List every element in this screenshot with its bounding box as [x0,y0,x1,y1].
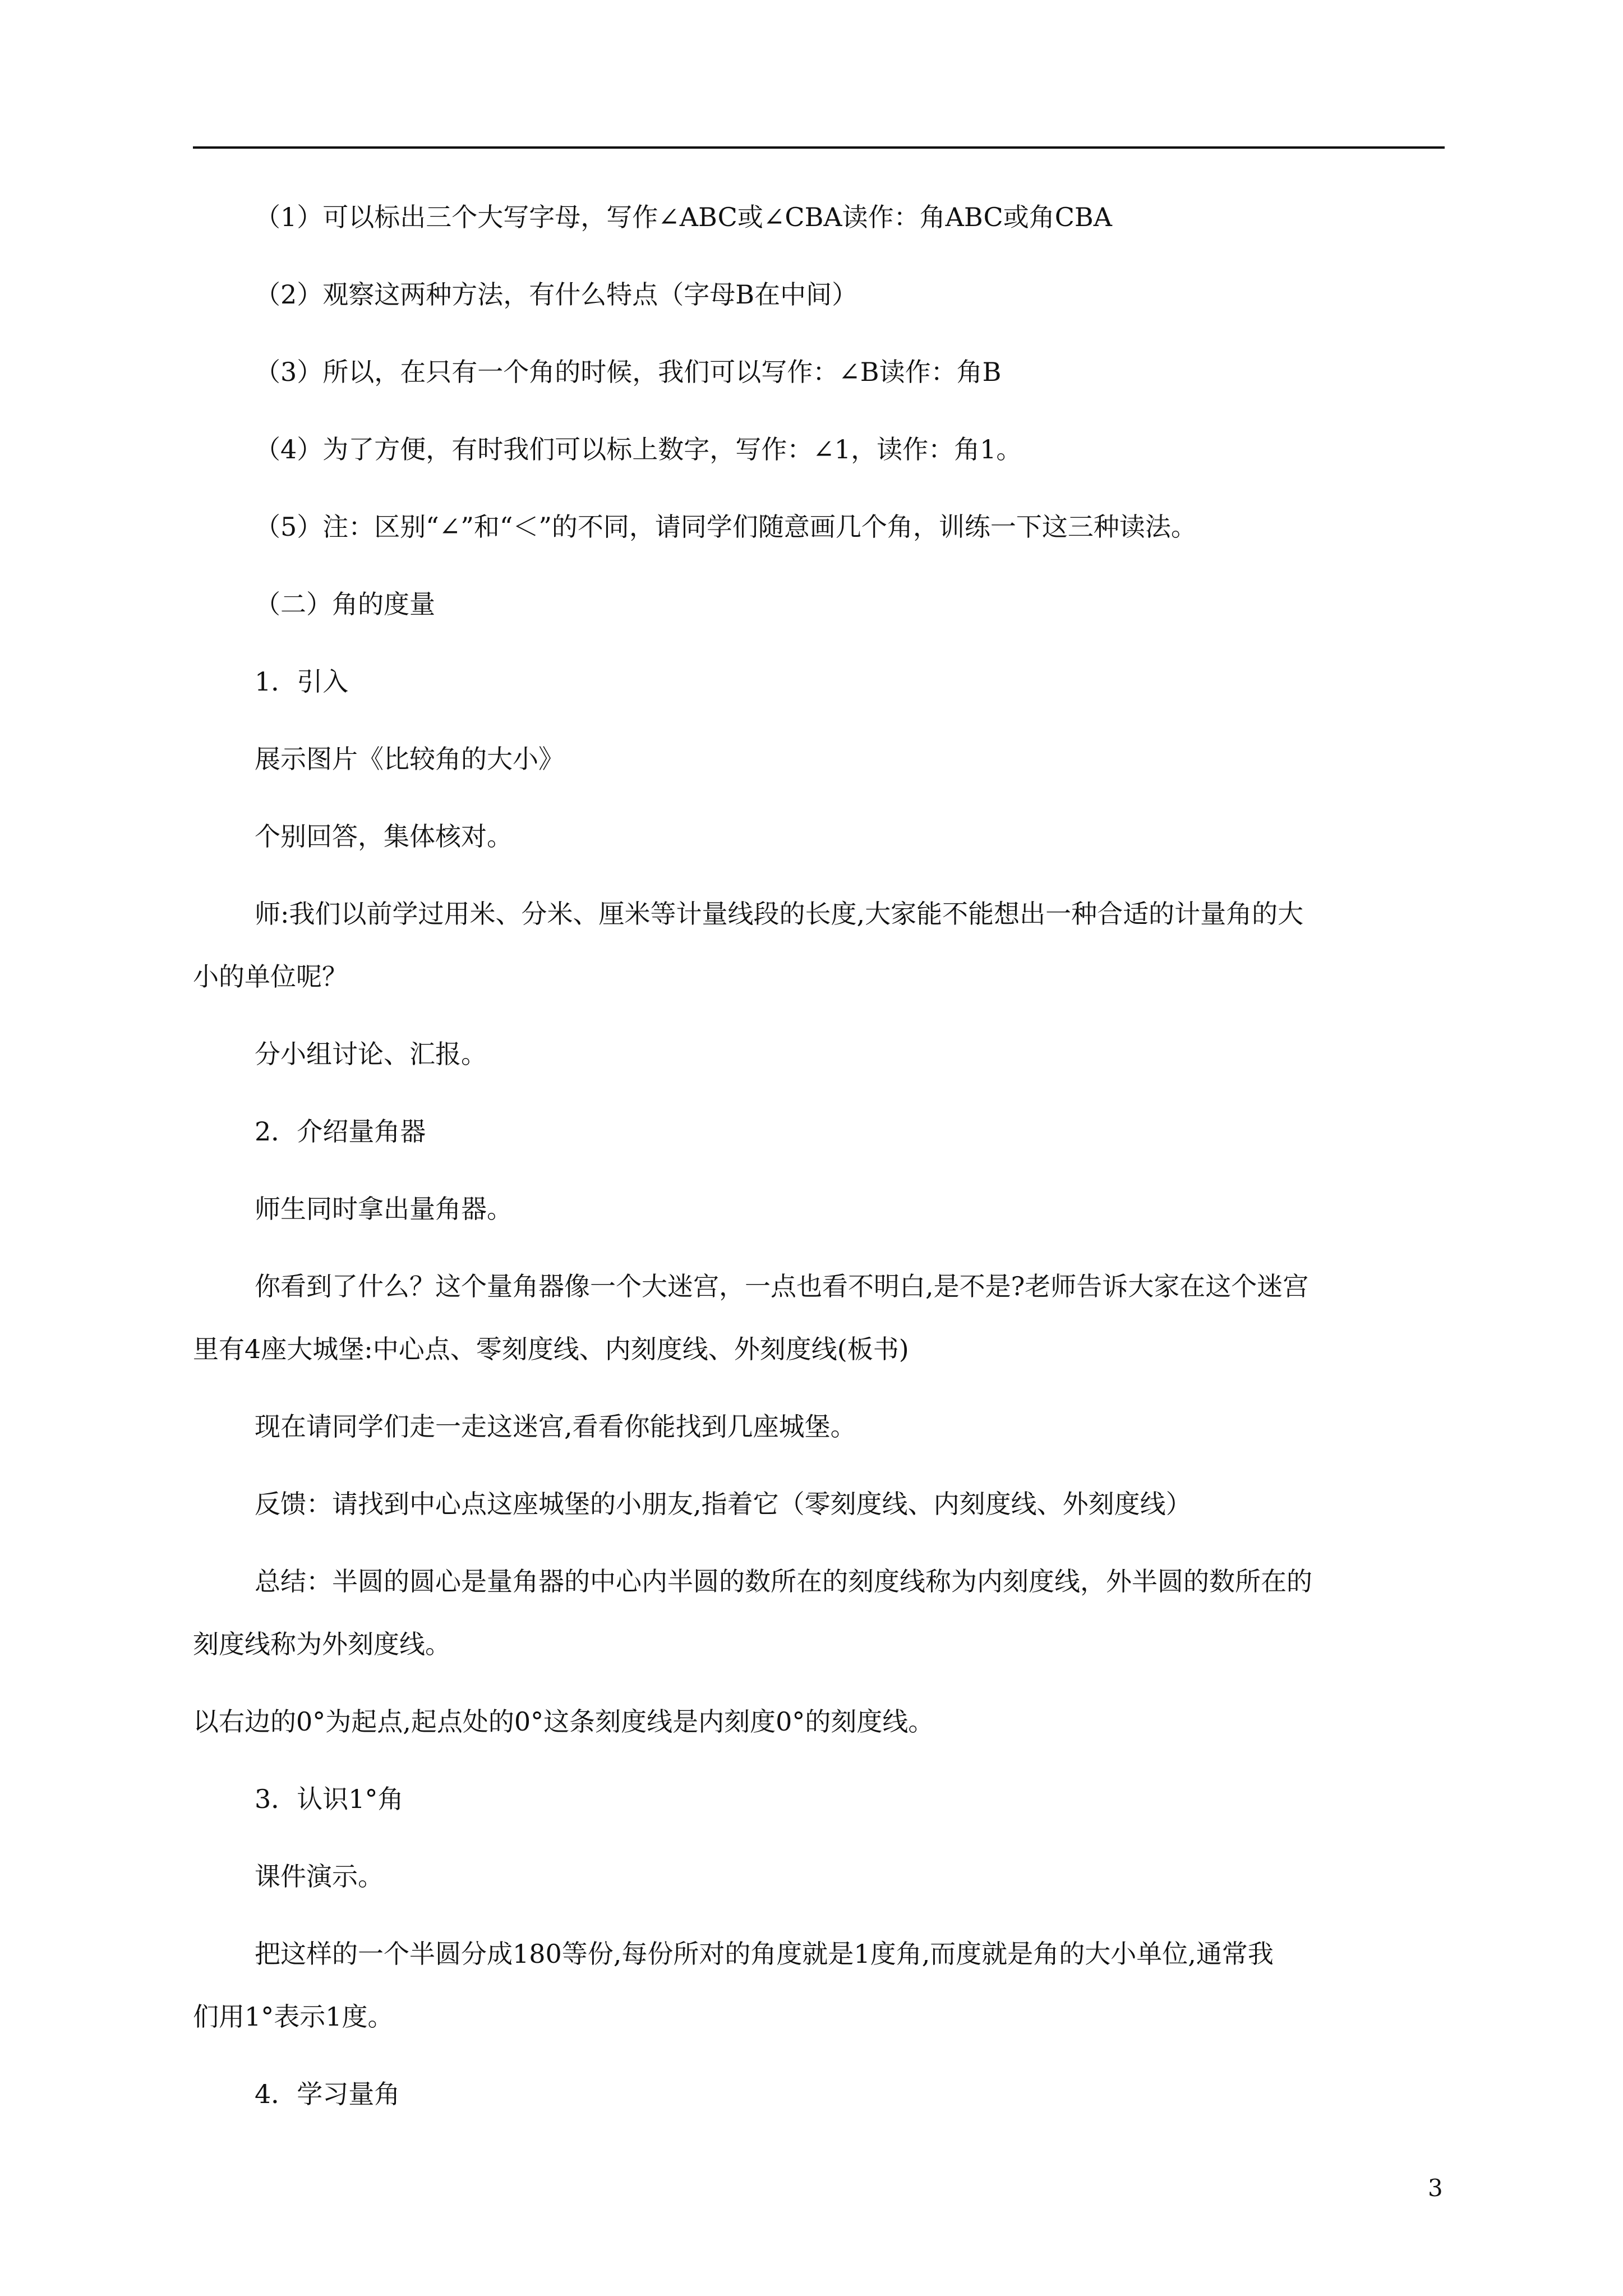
text-line: 展示图片《比较角的大小》 [255,744,564,774]
text-line: 课件演示。 [255,1861,384,1892]
text-line: 以右边的0°为起点,起点处的0°这条刻度线是内刻度0°的刻度线。 [193,1706,934,1737]
text-line: （5）注：区别“∠”和“＜”的不同，请同学们随意画几个角，训练一下这三种读法。 [255,512,1197,542]
text-line: 反馈：请找到中心点这座城堡的小朋友,指着它（零刻度线、内刻度线、外刻度线） [255,1489,1192,1519]
text-line: （4）为了方便，有时我们可以标上数字，写作：∠1，读作：角1。 [255,434,1022,464]
text-line: 把这样的一个半圆分成180等份,每份所对的角度就是1度角,而度就是角的大小单位,通常我 [255,1939,1274,1969]
subsection-heading: 3．认识1°角 [255,1784,404,1814]
text-line: 小的单位呢？ [193,961,348,992]
text-line: 你看到了什么？这个量角器像一个大迷宫，一点也看不明白,是不是?老师告诉大家在这个迷宫 [255,1271,1309,1301]
text-line: 师生同时拿出量角器。 [255,1194,513,1224]
text-line: 里有4座大城堡:中心点、零刻度线、内刻度线、外刻度线(板书) [193,1334,909,1364]
text-line: 分小组讨论、汇报。 [255,1039,487,1069]
subsection-heading: 2．介绍量角器 [255,1116,426,1147]
text-line: 个别回答，集体核对。 [255,821,513,852]
subsection-heading: 1．引入 [255,666,349,697]
text-line: 总结：半圆的圆心是量角器的中心内半圆的数所在的刻度线称为内刻度线，外半圆的数所在的 [255,1566,1312,1596]
text-line: 现在请同学们走一走这迷宫,看看你能找到几座城堡。 [255,1411,856,1442]
text-line: 们用1°表示1度。 [193,2001,394,2032]
text-line: （1）可以标出三个大写字母，写作∠ABC或∠CBA读作：角ABC或角CBA [255,202,1112,232]
header-rule [193,146,1445,149]
section-heading: （二）角的度量 [255,589,435,619]
text-line: 刻度线称为外刻度线。 [193,1629,451,1659]
text-line: （2）观察这两种方法，有什么特点（字母B在中间） [255,279,858,310]
text-line: 师:我们以前学过用米、分米、厘米等计量线段的长度,大家能不能想出一种合适的计量角的大 [255,899,1304,929]
text-line: （3）所以，在只有一个角的时候，我们可以写作：∠B读作：角B [255,357,1002,387]
subsection-heading: 4．学习量角 [255,2079,400,2109]
page-number: 3 [1428,2174,1443,2202]
